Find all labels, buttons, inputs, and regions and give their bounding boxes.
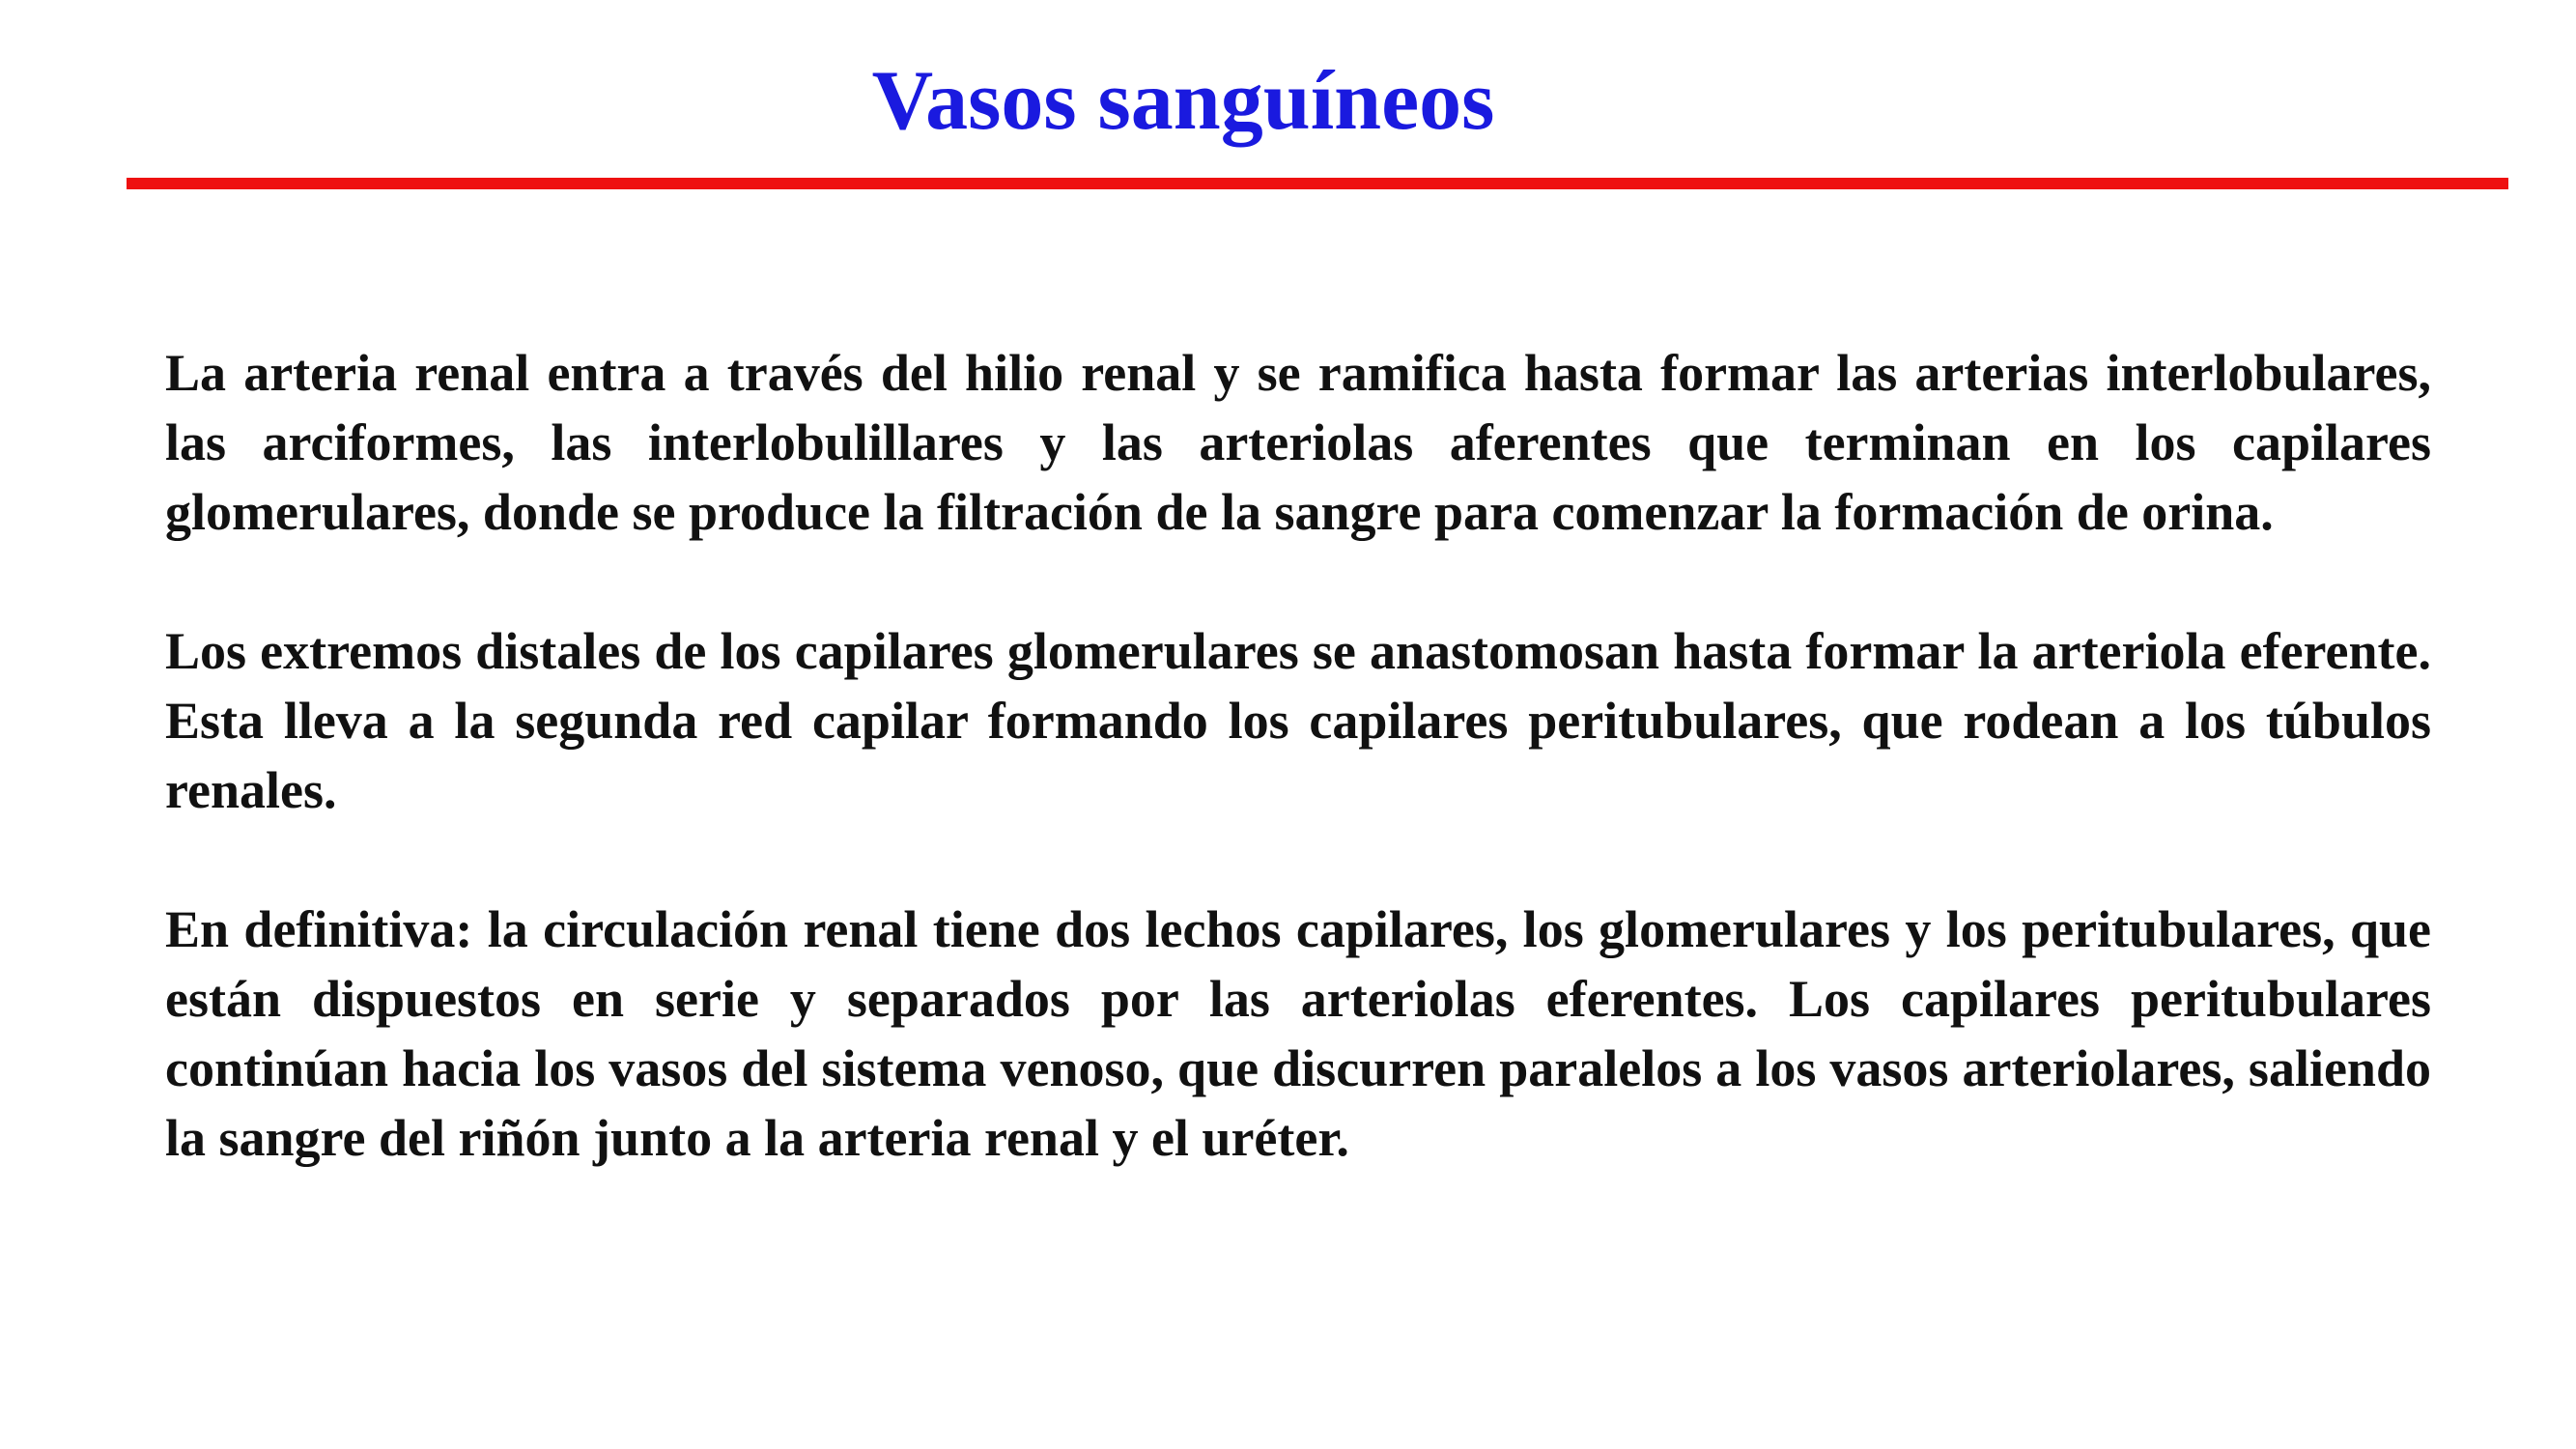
paragraph-renal-artery: La arteria renal entra a través del hilio renal y se ramifica hasta formar las arterias interlobulares, las arciformes, las interlobulillares y las arteriolas aferentes que terminan en los capilares glomerulares, donde se produce la filtración de la sangre para comenzar la formación de orina. bbox=[165, 344, 2431, 541]
paragraph-efferent-arteriole: Los extremos distales de los capilares glomerulares se anastomosan hasta formar la arteriola eferente. Esta lleva a la segunda red capilar formando los capilares peritubulares, que rodean a los túbulos renales. bbox=[165, 622, 2431, 819]
slide-body bbox=[165, 338, 2431, 1173]
paragraph-summary: En definitiva: la circulación renal tiene dos lechos capilares, los glomerulares y los peritubulares, que están dispuestos en serie y separados por las arteriolas eferentes. Los capilares peritubulares continúan hacia los vasos del sistema venoso, que discurren paralelos a los vasos arteriolares, saliendo la sangre del riñón junto a la arteria renal y el uréter. bbox=[165, 900, 2431, 1167]
slide-title: Vasos sanguíneos bbox=[871, 54, 1495, 148]
title-divider bbox=[127, 178, 2508, 189]
